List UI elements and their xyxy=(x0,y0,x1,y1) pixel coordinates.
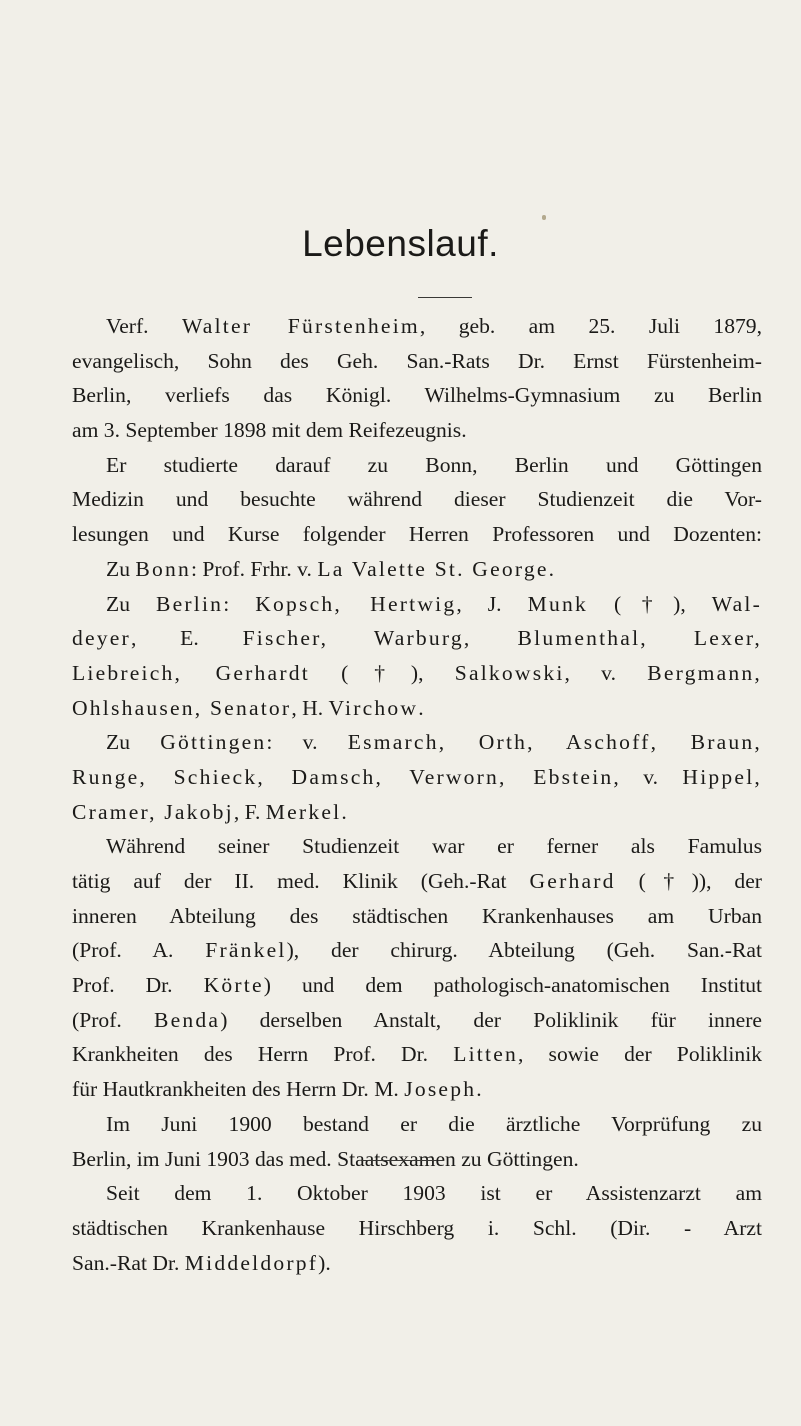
emphasized-name: Gerhard xyxy=(529,869,616,893)
text-line xyxy=(72,656,762,691)
text-line xyxy=(72,725,762,760)
emphasized-name: Runge, Schieck, Damsch, Verworn, Ebstein xyxy=(72,764,614,789)
text-line xyxy=(72,1107,762,1142)
emphasized-name: Munk xyxy=(527,591,588,616)
text-line xyxy=(72,552,762,587)
text-line xyxy=(72,1072,762,1107)
text-segment: , v. xyxy=(564,660,648,685)
text-segment: evangelisch, Sohn des Geh. San.-Rats Dr. Ernst Fürstenheim- xyxy=(72,348,762,373)
text-line xyxy=(72,413,762,448)
text-line xyxy=(72,1246,762,1281)
text-line xyxy=(72,1003,762,1038)
text-segment: . xyxy=(341,799,347,824)
text-segment: : Prof. Frhr. v. xyxy=(190,556,318,581)
text-segment: lesungen und Kurse folgender Herren Professoren und Dozenten: xyxy=(72,522,762,547)
text-segment: , J. xyxy=(456,591,528,616)
text-segment: inneren Abteilung des städtischen Krankenhauses am Urban xyxy=(72,903,762,928)
text-segment: (Prof. A. xyxy=(72,938,206,963)
emphasized-name: Kopsch, Hertwig xyxy=(255,591,457,616)
emphasized-name: Joseph xyxy=(404,1077,477,1102)
end-divider xyxy=(362,1160,437,1161)
text-line xyxy=(72,899,762,934)
text-line xyxy=(72,621,762,656)
emphasized-name: Bonn xyxy=(135,556,191,581)
text-line xyxy=(72,309,762,344)
text-segment: Er studierte darauf zu Bonn, Berlin und Göttingen xyxy=(106,452,762,477)
text-line xyxy=(72,1142,762,1177)
text-segment: städtischen Krankenhause Hirschberg i. Schl. (Dir. - Arzt xyxy=(72,1215,762,1240)
text-segment: Seit dem 1. Oktober 1903 ist er Assistenzarzt am xyxy=(106,1181,762,1206)
emphasized-name: Ohlshausen, Senator xyxy=(72,695,292,720)
page-title: Lebenslauf. xyxy=(302,223,499,264)
text-line xyxy=(72,968,762,1003)
emphasized-name: Benda xyxy=(154,1007,221,1032)
text-segment: (†), xyxy=(309,660,455,685)
emphasized-name: Liebreich, Gerhardt xyxy=(72,660,310,685)
text-segment: ). xyxy=(318,1250,331,1275)
emphasized-name: Esmarch, Orth, Aschoff, Braun, xyxy=(347,730,762,755)
text-segment: : v. xyxy=(266,730,348,755)
biography-text xyxy=(72,309,762,1280)
emphasized-name: La Valette St. George xyxy=(317,556,549,581)
title-divider xyxy=(418,297,472,298)
emphasized-name: Hippel, xyxy=(682,764,762,789)
text-line xyxy=(72,1176,762,1211)
text-segment: Verf. xyxy=(106,314,182,338)
text-segment: , H. xyxy=(291,695,329,720)
emphasized-name: Berlin xyxy=(156,591,224,616)
text-line xyxy=(72,517,762,552)
text-segment: Prof. Dr. xyxy=(72,973,204,998)
text-segment: . xyxy=(548,556,555,581)
text-segment: ) derselben Anstalt, der Poliklinik für innere xyxy=(220,1007,762,1032)
emphasized-name: Merkel xyxy=(265,799,342,824)
emphasized-name: Litten xyxy=(453,1042,518,1067)
text-segment: Krankheiten des Herrn Prof. Dr. xyxy=(72,1042,454,1067)
text-segment: , sowie der Poliklinik xyxy=(518,1042,762,1067)
text-line xyxy=(72,482,762,517)
text-line xyxy=(72,378,762,413)
text-segment: , F. xyxy=(233,799,266,824)
text-line xyxy=(72,448,762,483)
text-segment: (†)), der xyxy=(615,869,762,893)
text-segment: San.-Rat Dr. xyxy=(72,1250,185,1275)
text-line xyxy=(72,587,762,622)
text-segment: Während seiner Studienzeit war er ferner als Famulus xyxy=(106,834,762,859)
emphasized-name: Cramer, Jakobj xyxy=(72,799,234,824)
emphasized-name: Göttingen xyxy=(160,730,267,755)
emphasized-name: Bergmann, xyxy=(647,660,762,685)
text-segment: . xyxy=(418,695,424,720)
emphasized-name: Wal- xyxy=(711,591,762,616)
text-line xyxy=(72,829,762,864)
text-segment: , geb. am 25. Juli 1879, xyxy=(419,314,762,338)
emphasized-name: Middeldorpf xyxy=(184,1250,319,1275)
text-segment: tätig auf der II. med. Klinik (Geh.-Rat xyxy=(72,869,530,893)
text-line xyxy=(72,1211,762,1246)
text-segment: am 3. September 1898 mit dem Reifezeugnis. xyxy=(72,418,467,443)
emphasized-name: Virchow xyxy=(328,695,419,720)
text-segment: , v. xyxy=(613,764,683,789)
text-segment: Medizin und besuchte während dieser Studienzeit die Vor- xyxy=(72,487,762,512)
text-segment: ), der chirurg. Abteilung (Geh. San.-Rat xyxy=(286,938,762,963)
emphasized-name: Salkowski xyxy=(454,660,565,685)
text-segment: (†), xyxy=(587,591,712,616)
text-segment: (Prof. xyxy=(72,1007,155,1032)
text-segment: für Hautkrankheiten des Herrn Dr. M. xyxy=(72,1077,405,1102)
emphasized-name: Körte xyxy=(203,973,264,998)
text-line xyxy=(72,933,762,968)
emphasized-name: Walter Fürstenheim xyxy=(181,314,420,338)
text-segment: Zu xyxy=(106,591,156,616)
emphasized-name: deyer xyxy=(72,626,131,651)
emphasized-name: Fischer, Warburg, Blumenthal, Lexer, xyxy=(242,626,762,651)
text-line xyxy=(72,760,762,795)
text-line xyxy=(72,1037,762,1072)
text-segment: . xyxy=(476,1077,482,1102)
text-line xyxy=(72,864,762,899)
text-segment: Berlin, verliefs das Königl. Wilhelms-Gymnasium zu Berlin xyxy=(72,383,762,408)
text-segment: Berlin, im Juni 1903 das med. Staatsexamen zu Göttingen. xyxy=(72,1146,579,1171)
text-segment: ) und dem pathologisch-anatomischen Institut xyxy=(263,973,762,998)
emphasized-name: Fränkel xyxy=(205,938,287,963)
text-segment: Im Juni 1900 bestand er die ärztliche Vorprüfung zu xyxy=(106,1111,762,1136)
ink-speck xyxy=(542,215,546,220)
text-line xyxy=(72,795,762,830)
text-line xyxy=(72,344,762,379)
text-segment: Zu xyxy=(106,730,161,755)
text-segment: : xyxy=(223,591,256,616)
text-line xyxy=(72,691,762,726)
text-segment: Zu xyxy=(106,556,136,581)
text-segment: , E. xyxy=(130,626,243,651)
